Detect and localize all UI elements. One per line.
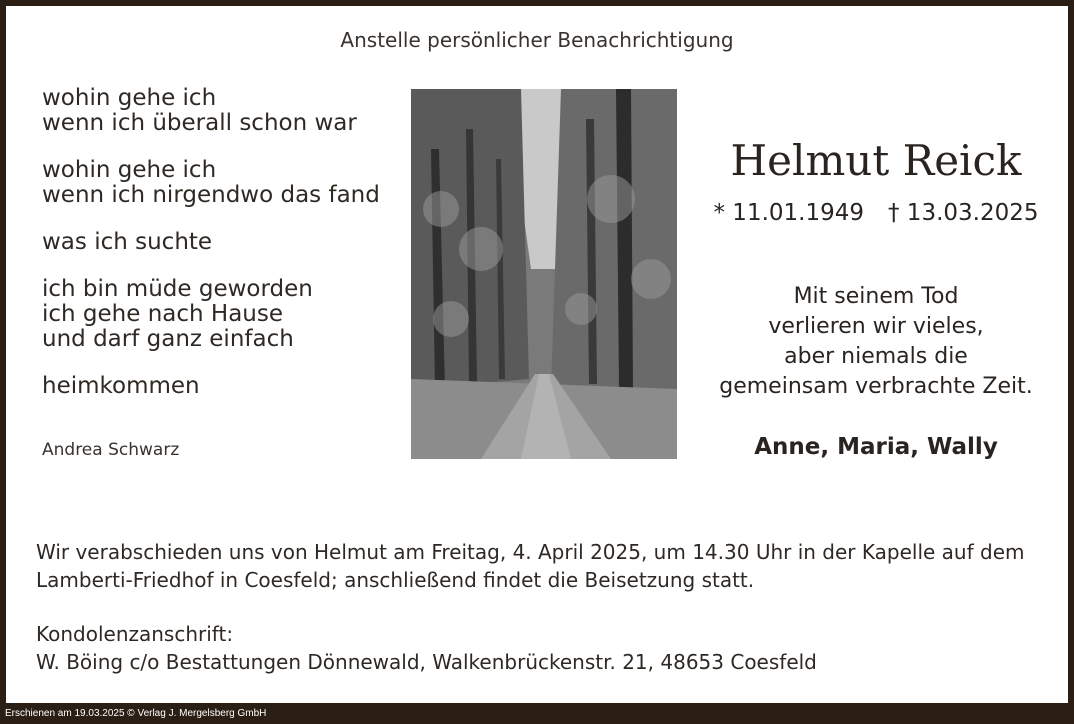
forest-path-photo-icon (411, 89, 677, 459)
notice-header: Anstelle persönlicher Benachrichtigung (340, 28, 734, 52)
deceased-name: Helmut Reick (730, 136, 1022, 185)
death-date: † 13.03.2025 (888, 200, 1039, 226)
condolence-address-line: W. Böing c/o Bestattungen Dönnewald, Walkenbrückenstr. 21, 48653 Coesfeld (36, 650, 817, 674)
poem-author: Andrea Schwarz (42, 440, 180, 460)
poem-stanza: was ich suchte (42, 229, 213, 255)
poem-stanza: ich bin müde geworden ich gehe nach Hause und darf ganz einfach (42, 276, 313, 352)
birth-date: * 11.01.1949 (713, 200, 864, 226)
obituary-card (6, 6, 1068, 703)
poem-stanza: wohin gehe ich wenn ich nirgendwo das fand (42, 157, 380, 208)
poem (42, 86, 402, 421)
family-names: Anne, Maria, Wally (754, 434, 998, 460)
publication-footer: Erschienen am 19.03.2025 © Verlag J. Mergelsberg GmbH (5, 708, 267, 719)
poem-stanza: heimkommen (42, 373, 200, 399)
condolence-address (36, 620, 1046, 676)
condolence-label: Kondolenzanschrift: (36, 622, 234, 646)
life-dates (706, 200, 1046, 226)
poem-stanza: wohin gehe ich wenn ich überall schon war (42, 85, 357, 136)
service-info: Wir verabschieden uns von Helmut am Freitag, 4. April 2025, um 14.30 Uhr in der Kapelle auf dem Lamberti-Friedhof in Coesfeld; anschließend findet die Beisetzung statt. (36, 540, 1025, 592)
tribute-text: Mit seinem Tod verlieren wir vieles, aber niemals die gemeinsam verbrachte Zeit. (719, 284, 1033, 399)
